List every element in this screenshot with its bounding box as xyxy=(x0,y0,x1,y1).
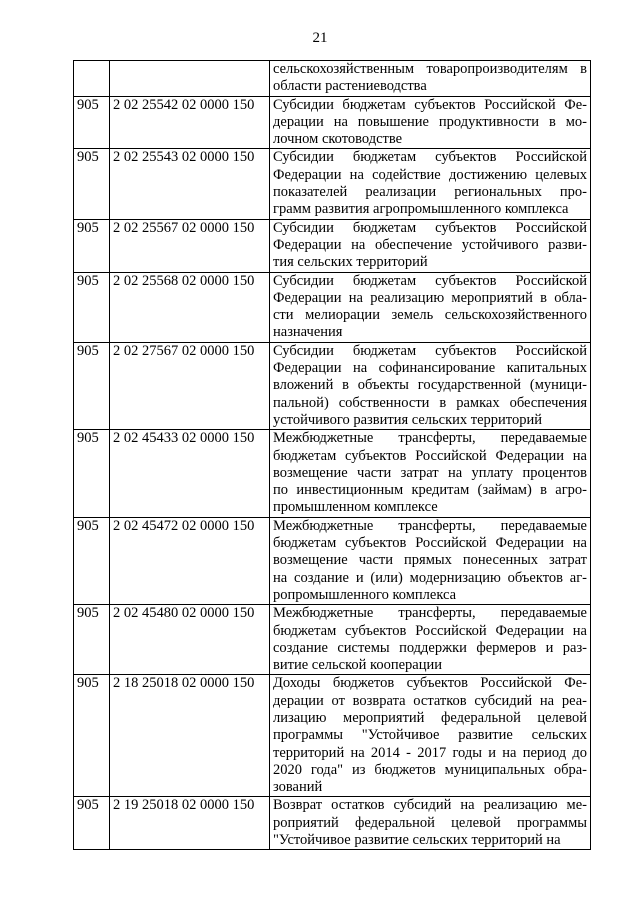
table-row xyxy=(74,149,591,219)
description-line: лизацию мероприятий федеральной целевой xyxy=(273,709,587,726)
description-line: территорий на 2014 - 2017 годы и на период до xyxy=(273,744,587,761)
description-line: промышленном комплексе xyxy=(273,499,438,516)
description-line: Федерации на обеспечение устойчивого разви- xyxy=(273,236,587,253)
description-cell xyxy=(270,342,591,429)
admin-code-cell xyxy=(74,61,110,97)
description-line: 2020 года" из бюджетов муниципальных обра- xyxy=(273,761,587,778)
description-line: возмещение части прямых понесенных затрат xyxy=(273,552,587,569)
description-cell xyxy=(270,517,591,604)
description-cell xyxy=(270,272,591,342)
description-line: Доходы бюджетов субъектов Российской Фе- xyxy=(273,675,587,692)
budget-code-cell: 2 02 25543 02 0000 150 xyxy=(110,149,270,219)
admin-code-cell: 905 xyxy=(74,605,110,675)
budget-code-cell: 2 02 25542 02 0000 150 xyxy=(110,96,270,149)
page-number: 21 xyxy=(312,30,328,46)
admin-code-cell: 905 xyxy=(74,430,110,517)
description-line: области растениеводства xyxy=(273,78,427,95)
admin-code-cell: 905 xyxy=(74,517,110,604)
budget-code-cell: 2 02 25568 02 0000 150 xyxy=(110,272,270,342)
admin-code-cell: 905 xyxy=(74,797,110,850)
admin-code-cell: 905 xyxy=(74,96,110,149)
description-line: вложений в объекты государственной (муници- xyxy=(273,377,587,394)
description-line: Субсидии бюджетам субъектов Российской xyxy=(273,342,587,359)
budget-code-cell: 2 02 45433 02 0000 150 xyxy=(110,430,270,517)
table-row xyxy=(74,219,591,272)
description-line: Межбюджетные трансферты, передаваемые xyxy=(273,430,587,447)
description-line: бюджетам субъектов Российской Федерации на xyxy=(273,535,587,552)
table-row xyxy=(74,675,591,797)
admin-code-cell: 905 xyxy=(74,219,110,272)
description-line: Субсидии бюджетам субъектов Российской Фе- xyxy=(273,96,587,113)
table-row xyxy=(74,430,591,517)
description-line: Субсидии бюджетам субъектов Российской xyxy=(273,272,587,289)
description-line: роприятий федеральной целевой программы xyxy=(273,814,587,831)
description-line: Субсидии бюджетам субъектов Российской xyxy=(273,219,587,236)
description-line: сти мелиорации земель сельскохозяйственного xyxy=(273,307,587,324)
description-line: Возврат остатков субсидий на реализацию ме- xyxy=(273,797,587,814)
budget-code-cell: 2 02 45480 02 0000 150 xyxy=(110,605,270,675)
description-cell xyxy=(270,96,591,149)
budget-classification-table xyxy=(73,60,591,850)
description-line: Федерации на софинансирование капитальных xyxy=(273,360,587,377)
description-line: дерации от возврата остатков субсидий на реа- xyxy=(273,692,587,709)
description-line: Межбюджетные трансферты, передаваемые xyxy=(273,605,587,622)
table-row xyxy=(74,61,591,97)
description-cell xyxy=(270,61,591,97)
description-line: на создание и (или) модернизацию объектов аг- xyxy=(273,569,587,586)
budget-code-cell xyxy=(110,61,270,97)
description-line: показателей реализации региональных про- xyxy=(273,184,587,201)
budget-code-cell: 2 18 25018 02 0000 150 xyxy=(110,675,270,797)
admin-code-cell: 905 xyxy=(74,272,110,342)
description-line: назначения xyxy=(273,324,343,341)
admin-code-cell: 905 xyxy=(74,342,110,429)
description-cell xyxy=(270,797,591,850)
description-cell xyxy=(270,219,591,272)
description-line: Субсидии бюджетам субъектов Российской xyxy=(273,149,587,166)
table-row xyxy=(74,272,591,342)
table-row xyxy=(74,605,591,675)
description-line: зований xyxy=(273,779,323,796)
description-line: Межбюджетные трансферты, передаваемые xyxy=(273,517,587,534)
table-row xyxy=(74,342,591,429)
description-line: лочном скотоводстве xyxy=(273,131,403,148)
description-line: программы "Устойчивое развитие сельских xyxy=(273,727,587,744)
description-line: пальной) собственности в рамках обеспечения xyxy=(273,394,587,411)
table-row xyxy=(74,517,591,604)
table-row xyxy=(74,797,591,850)
description-line: тия сельских территорий xyxy=(273,254,428,271)
description-cell xyxy=(270,430,591,517)
description-line: грамм развития агропромышленного комплекса xyxy=(273,201,569,218)
description-line: витие сельской кооперации xyxy=(273,657,443,674)
description-line: бюджетам субъектов Российской Федерации на xyxy=(273,447,587,464)
description-line: создание системы поддержки фермеров и раз- xyxy=(273,639,587,656)
admin-code-cell: 905 xyxy=(74,149,110,219)
description-cell xyxy=(270,605,591,675)
description-line: "Устойчивое развитие сельских территорий на xyxy=(273,832,561,849)
budget-code-cell: 2 02 45472 02 0000 150 xyxy=(110,517,270,604)
admin-code-cell: 905 xyxy=(74,675,110,797)
description-line: дерации на повышение продуктивности в мо- xyxy=(273,113,587,130)
description-line: сельскохозяйственным товаропроизводителям в xyxy=(273,61,587,77)
description-line: ропромышленного комплекса xyxy=(273,586,457,603)
description-line: бюджетам субъектов Российской Федерации на xyxy=(273,622,587,639)
description-line: по инвестиционным кредитам (займам) в агро- xyxy=(273,482,587,499)
budget-code-cell: 2 19 25018 02 0000 150 xyxy=(110,797,270,850)
description-cell xyxy=(270,149,591,219)
description-line: устойчивого развития сельских территорий xyxy=(273,411,542,428)
description-line: возмещение части затрат на уплату процентов xyxy=(273,464,587,481)
description-cell xyxy=(270,675,591,797)
budget-code-cell: 2 02 27567 02 0000 150 xyxy=(110,342,270,429)
description-line: Федерации на содействие достижению целевых xyxy=(273,166,587,183)
description-line: Федерации на реализацию мероприятий в обла- xyxy=(273,289,587,306)
budget-code-cell: 2 02 25567 02 0000 150 xyxy=(110,219,270,272)
table-row xyxy=(74,96,591,149)
